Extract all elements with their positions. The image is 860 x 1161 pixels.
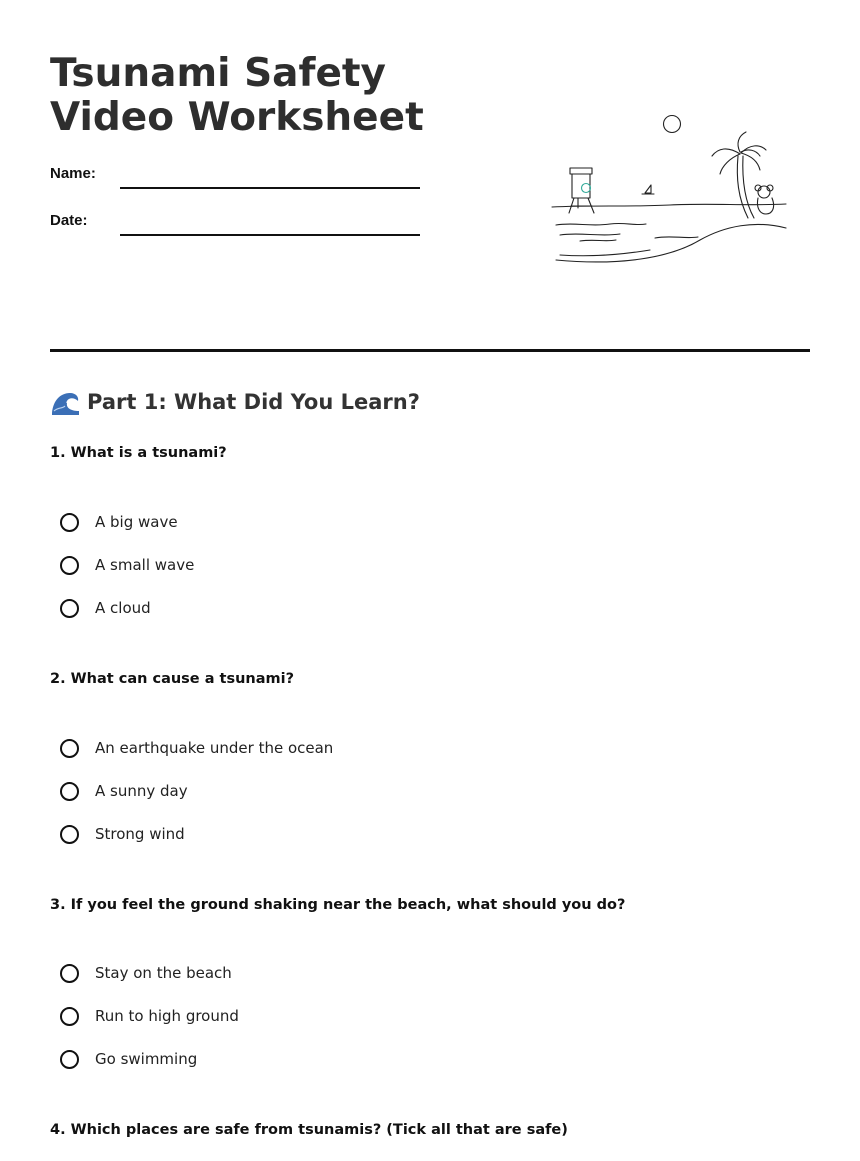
option-label: A sunny day (95, 782, 188, 800)
option-label: A cloud (95, 599, 151, 617)
radio-button[interactable] (60, 782, 79, 801)
question-4: 4. Which places are safe from tsunamis? (Tick all that are safe) (50, 1122, 568, 1138)
q3-option-2[interactable] (60, 1003, 239, 1029)
radio-button[interactable] (60, 825, 79, 844)
worksheet-page (50, 0, 810, 1161)
option-label: Go swimming (95, 1050, 198, 1068)
option-label: A big wave (95, 513, 178, 531)
question-2: 2. What can cause a tsunami? (50, 671, 295, 687)
radio-button[interactable] (60, 599, 79, 618)
radio-button[interactable] (60, 1007, 79, 1026)
option-label: Strong wind (95, 825, 185, 843)
name-label: Name: (50, 165, 96, 182)
q3-option-3[interactable] (60, 1046, 197, 1072)
q2-option-3[interactable] (60, 821, 185, 847)
radio-button[interactable] (60, 1050, 79, 1069)
section-divider (50, 349, 810, 352)
radio-button[interactable] (60, 964, 79, 983)
q1-option-3[interactable] (60, 595, 151, 621)
option-label: Stay on the beach (95, 964, 232, 982)
sun-icon (664, 116, 681, 133)
q1-option-1[interactable] (60, 509, 178, 535)
page-title: Tsunami Safety Video Worksheet (50, 51, 424, 140)
radio-button[interactable] (60, 739, 79, 758)
q2-option-1[interactable] (60, 735, 333, 761)
part-1-heading (50, 389, 420, 415)
question-3: 3. If you feel the ground shaking near the beach, what should you do? (50, 897, 626, 913)
date-label: Date: (50, 212, 88, 229)
radio-button[interactable] (60, 556, 79, 575)
koala-icon (755, 185, 774, 214)
q3-option-1[interactable] (60, 960, 232, 986)
beach-scene-illustration (550, 108, 790, 270)
q2-option-2[interactable] (60, 778, 188, 804)
question-1: 1. What is a tsunami? (50, 445, 227, 461)
sailboat-icon (642, 185, 654, 194)
option-label: An earthquake under the ocean (95, 739, 334, 757)
option-label: Run to high ground (95, 1007, 239, 1025)
radio-button[interactable] (60, 513, 79, 532)
ocean-wave-icon (50, 389, 81, 415)
q1-option-2[interactable] (60, 552, 194, 578)
name-field[interactable] (120, 187, 420, 189)
option-label: A small wave (95, 556, 195, 574)
date-field[interactable] (120, 234, 420, 236)
part-1-heading-text: Part 1: What Did You Learn? (87, 390, 420, 414)
